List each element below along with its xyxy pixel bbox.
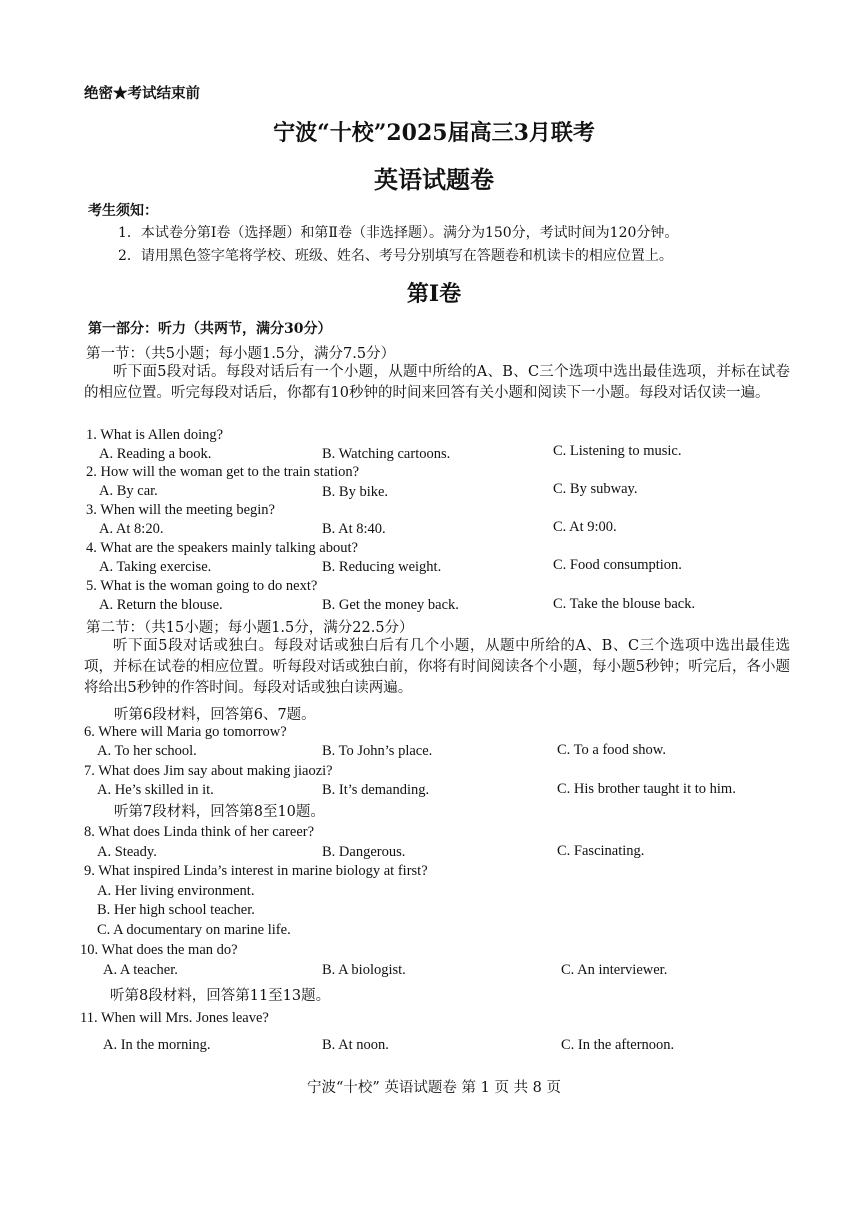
q4-option-b: B. Reducing weight. [322,559,442,575]
question-4: 4. What are the speakers mainly talking about? [86,540,358,556]
part1-heading: 第一部分：听力（共两节，满分30分） [88,321,332,337]
question-5: 5. What is the woman going to do next? [86,578,318,594]
q11-option-c: C. In the afternoon. [561,1037,675,1053]
question-9: 9. What inspired Linda’s interest in marine biology at first? [84,863,428,879]
q9-option-b: B. Her high school teacher. [97,902,255,918]
q9-option-a: A. Her living environment. [97,883,255,899]
q2-option-b: B. By bike. [322,484,389,500]
q1-option-c: C. Listening to music. [553,443,682,459]
q5-option-c: C. Take the blouse back. [553,596,696,612]
q3-option-b: B. At 8:40. [322,521,386,537]
q4-option-c: C. Food consumption. [553,557,682,573]
q10-option-b: B. A biologist. [322,962,406,978]
q6-option-a: A. To her school. [97,743,197,759]
question-6: 6. Where will Maria go tomorrow? [84,724,287,740]
q1-option-a: A. Reading a book. [99,446,212,462]
q8-option-c: C. Fascinating. [557,843,645,859]
question-10: 10. What does the man do? [80,942,238,958]
question-3: 3. When will the meeting begin? [86,502,275,518]
volume-title: 第Ⅰ卷 [406,281,462,307]
question-8: 8. What does Linda think of her career? [84,824,315,840]
q8-option-b: B. Dangerous. [322,844,406,860]
q7-option-c: C. His brother taught it to him. [557,781,736,797]
exam-title: 宁波“十校”2025届高三3月联考 [273,120,595,146]
q6-option-c: C. To a food show. [557,742,666,758]
q10-option-a: A. A teacher. [103,962,178,978]
q5-option-a: A. Return the blouse. [99,597,223,613]
confidential-label: 绝密★考试结束前 [84,85,200,102]
exam-subtitle: 英语试题卷 [374,165,494,194]
q6-option-b: B. To John’s place. [322,743,433,759]
question-2: 2. How will the woman get to the train station? [86,464,360,480]
q11-option-b: B. At noon. [322,1037,389,1053]
question-11: 11. When will Mrs. Jones leave? [80,1010,269,1026]
q11-option-a: A. In the morning. [103,1037,211,1053]
q8-option-a: A. Steady. [97,844,157,860]
notice-heading: 考生须知： [88,203,158,219]
question-1: 1. What is Allen doing? [86,427,224,443]
question-7: 7. What does Jim say about making jiaozi? [84,763,333,779]
q10-option-c: C. An interviewer. [561,962,668,978]
notice-item-2: 2．请用黑色签字笔将学校、班级、姓名、考号分别填写在答题卷和机读卡的相应位置上。 [118,248,673,264]
q7-option-b: B. It’s demanding. [322,782,430,798]
material-7-label: 听第7段材料，回答第8至10题。 [114,804,325,820]
q7-option-a: A. He’s skilled in it. [97,782,214,798]
q3-option-c: C. At 9:00. [553,519,617,535]
material-6-label: 听第6段材料，回答第6、7题。 [114,707,316,723]
q5-option-b: B. Get the money back. [322,597,459,613]
section2-heading: 第二节：（共15小题；每小题1.5分，满分22.5分） [86,620,414,636]
material-8-label: 听第8段材料，回答第11至13题。 [110,988,331,1004]
section1-instructions: 听下面5段对话。每段对话后有一个小题，从题中所给的A、B、C三个选项中选出最佳选项，并标在试卷的相应位置。听完每段对话后，你都有10秒钟的时间来回答有关小题和阅读下一小题。每段对话仅读一遍。 [84,364,790,401]
q2-option-c: C. By subway. [553,481,638,497]
section2-instructions: 听下面5段对话或独白。每段对话或独白后有几个小题，从题中所给的A、B、C三个选项中选出最佳选项，并标在试卷的相应位置。听每段对话或独白前，你将有时间阅读各个小题，每小题5秒钟；听完后，各小题将给出5秒钟的作答时间。每段对话或独白读两遍。 [84,638,790,696]
q9-option-c: C. A documentary on marine life. [97,922,291,938]
notice-item-1: 1．本试卷分第Ⅰ卷（选择题）和第Ⅱ卷（非选择题）。满分为150分，考试时间为120分钟。 [118,225,679,241]
q3-option-a: A. At 8:20. [99,521,164,537]
q2-option-a: A. By car. [99,483,158,499]
page-footer: 宁波“十校” 英语试题卷 第 1 页 共 8 页 [306,1080,562,1096]
q1-option-b: B. Watching cartoons. [322,446,451,462]
q4-option-a: A. Taking exercise. [99,559,212,575]
section1-heading: 第一节：（共5小题；每小题1.5分，满分7.5分） [86,346,396,362]
